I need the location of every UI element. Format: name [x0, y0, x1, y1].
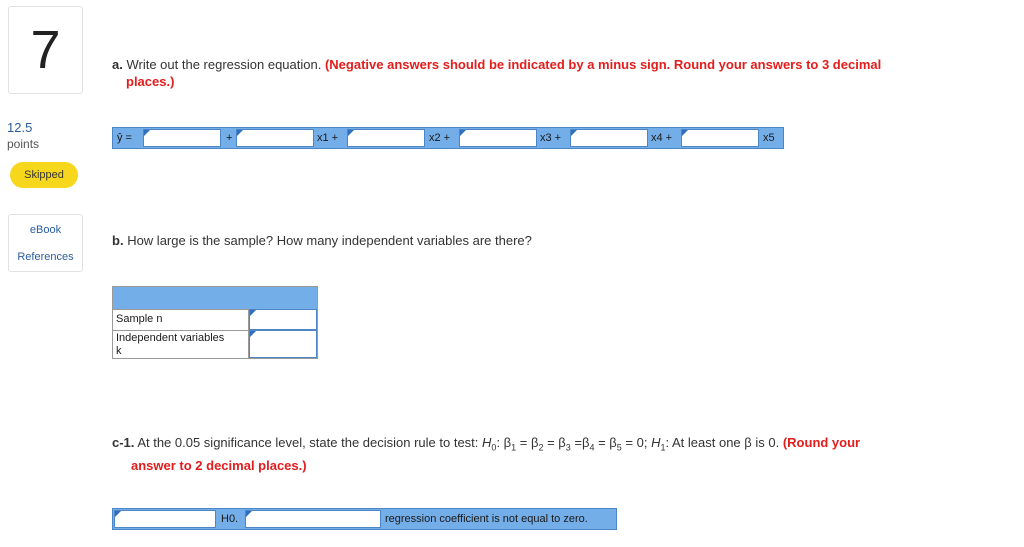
ebook-link[interactable]: eBook: [29, 224, 62, 236]
b5-sub: 5: [616, 442, 622, 453]
part-c1-prompt: c-1. At the 0.05 significance level, state the decision rule to test: $H_0$: $\beta_1 = \beta_2 = \beta_3 =\beta_4 = \beta_5 = 0$; $H_1$: At least one β is 0. (Round your answer to 2 decimal places.): [112, 435, 861, 473]
part-a-instruction-2: places.): [126, 74, 175, 89]
references-link[interactable]: References: [17, 251, 74, 263]
eq-zero: = 0;: [625, 435, 648, 450]
x5-label: x5: [763, 132, 775, 144]
b4-sub: 4: [589, 442, 595, 453]
resources-panel: [8, 214, 83, 272]
beta-eq: : β: [496, 435, 512, 450]
h1-sub: 1: [660, 442, 666, 453]
h1-text: : At least one β is 0.: [665, 435, 780, 450]
b1-input[interactable]: [236, 129, 314, 147]
b3-input[interactable]: [459, 129, 537, 147]
sample-n-input[interactable]: [249, 309, 317, 330]
b4-input[interactable]: [570, 129, 648, 147]
x1-label: x1 +: [317, 132, 339, 144]
x3-label: x3 +: [540, 132, 562, 144]
decision-rule-select[interactable]: [114, 510, 216, 528]
yhat-label: ŷ =: [117, 132, 132, 144]
points-label: points: [7, 137, 40, 151]
k-label: k: [116, 345, 122, 357]
intercept-input[interactable]: [143, 129, 221, 147]
b2-sub: 2: [538, 442, 544, 453]
part-b-text: How large is the sample? How many independent variables are there?: [127, 233, 532, 248]
b1-sub: 1: [511, 442, 517, 453]
part-b-prompt: [112, 232, 982, 249]
part-c1-instruction: (Round your: [782, 435, 861, 450]
part-a-instruction: (Negative answers should be indicated by a minus sign. Round your answers to 3 decimal: [324, 57, 882, 72]
h0-label: H0.: [221, 513, 239, 525]
part-a-text: Write out the regression equation.: [126, 57, 322, 72]
sample-n-label: Sample n: [116, 313, 163, 325]
h0-symbol: H: [482, 435, 492, 450]
plus-label: +: [226, 132, 233, 144]
part-a-prompt: [112, 56, 982, 90]
part-c1-text: At the 0.05 significance level, state the decision rule to test:: [137, 435, 479, 450]
conclusion-text: regression coefficient is not equal to zero.: [385, 513, 588, 525]
h1-symbol: H: [651, 435, 661, 450]
sample-table: [112, 286, 318, 359]
status-badge: Skipped: [10, 162, 78, 188]
critical-value-input[interactable]: [245, 510, 381, 528]
independent-variables-input[interactable]: [249, 330, 317, 358]
question-number: 7: [8, 6, 83, 94]
b3-sub: 3: [565, 442, 571, 453]
part-b-label: b.: [112, 233, 124, 248]
part-a-label: a.: [112, 57, 123, 72]
part-c1-instruction-2: answer to 2 decimal places.): [131, 457, 307, 473]
table-header: [113, 287, 317, 309]
points-value: 12.5: [7, 120, 33, 135]
h0-sub: 0: [491, 442, 497, 453]
part-c1-label: c-1.: [112, 435, 135, 450]
decision-rule-row: [112, 508, 617, 530]
independent-variables-label: Independent variables: [116, 332, 225, 344]
x2-label: x2 +: [429, 132, 451, 144]
b2-input[interactable]: [347, 129, 425, 147]
b5-input[interactable]: [681, 129, 759, 147]
x4-label: x4 +: [651, 132, 673, 144]
regression-equation-row: [112, 127, 784, 149]
